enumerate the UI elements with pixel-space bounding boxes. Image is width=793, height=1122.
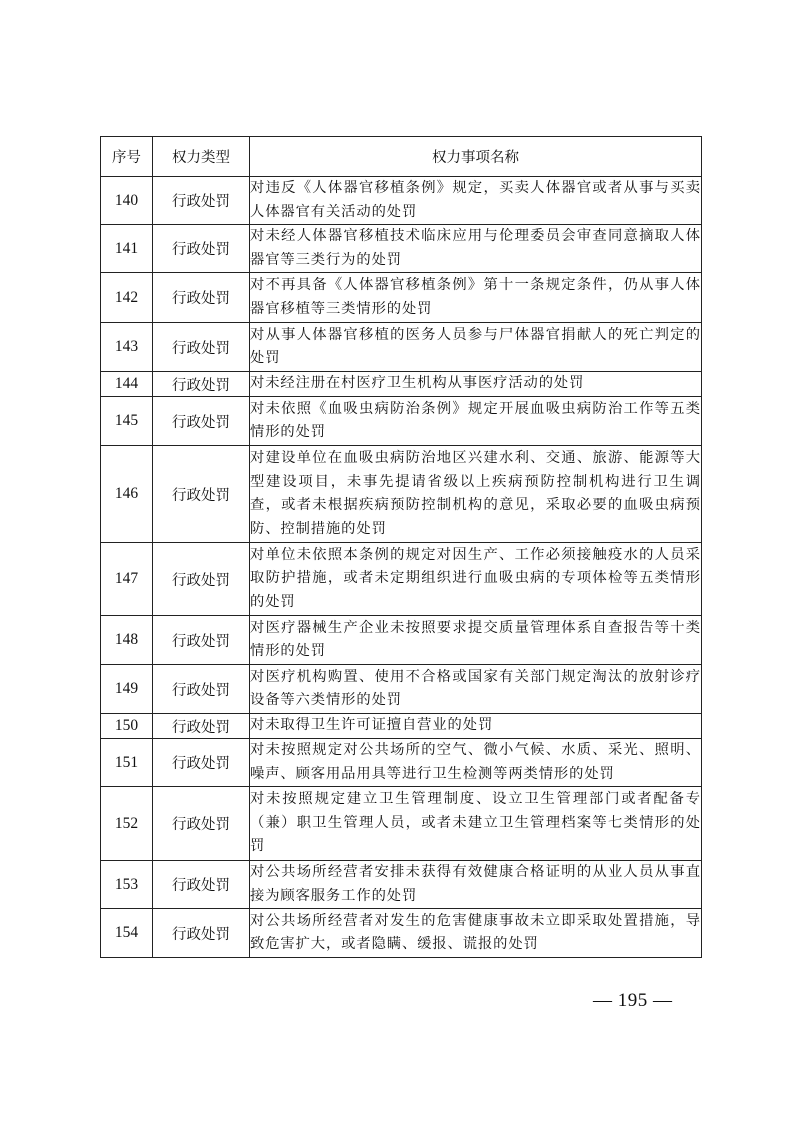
table-row (101, 909, 702, 958)
row-type: 行政处罚 (153, 177, 250, 225)
row-name: 对未依照《血吸虫病防治条例》规定开展血吸虫病防治工作等五类情形的处罚 (250, 397, 702, 446)
row-type: 行政处罚 (153, 446, 250, 543)
page-number: — 195 — (593, 990, 673, 1011)
table-row (101, 616, 702, 665)
row-type: 行政处罚 (153, 665, 250, 714)
row-name: 对未取得卫生许可证擅自营业的处罚 (250, 714, 702, 739)
row-type: 行政处罚 (153, 909, 250, 958)
row-index: 149 (101, 665, 153, 714)
row-type: 行政处罚 (153, 273, 250, 323)
row-type: 行政处罚 (153, 323, 250, 372)
table-row (101, 787, 702, 861)
row-index: 145 (101, 397, 153, 446)
row-type: 行政处罚 (153, 739, 250, 787)
header-name: 权力事项名称 (250, 137, 702, 177)
row-index: 143 (101, 323, 153, 372)
table-row (101, 665, 702, 714)
row-type: 行政处罚 (153, 372, 250, 397)
row-name: 对不再具备《人体器官移植条例》第十一条规定条件，仍从事人体器官移植等三类情形的处罚 (250, 273, 702, 323)
row-name: 对从事人体器官移植的医务人员参与尸体器官捐献人的死亡判定的处罚 (250, 323, 702, 372)
power-items-table (100, 136, 702, 958)
row-index: 142 (101, 273, 153, 323)
row-name: 对医疗器械生产企业未按照要求提交质量管理体系自查报告等十类情形的处罚 (250, 616, 702, 665)
table-row (101, 225, 702, 273)
row-index: 150 (101, 714, 153, 739)
row-name: 对建设单位在血吸虫病防治地区兴建水利、交通、旅游、能源等大型建设项目，未事先提请省级以上疾病预防控制机构进行卫生调查，或者未根据疾病预防控制机构的意见，采取必要的血吸虫病预防、控制措施的处罚 (250, 446, 702, 543)
row-name: 对公共场所经营者对发生的危害健康事故未立即采取处置措施，导致危害扩大，或者隐瞒、缓报、谎报的处罚 (250, 909, 702, 958)
row-type: 行政处罚 (153, 714, 250, 739)
table-row (101, 177, 702, 225)
row-index: 154 (101, 909, 153, 958)
row-index: 151 (101, 739, 153, 787)
row-index: 144 (101, 372, 153, 397)
table-row (101, 273, 702, 323)
row-name: 对未按照规定对公共场所的空气、微小气候、水质、采光、照明、噪声、顾客用品用具等进行卫生检测等两类情形的处罚 (250, 739, 702, 787)
row-type: 行政处罚 (153, 861, 250, 909)
row-name: 对单位未依照本条例的规定对因生产、工作必须接触疫水的人员采取防护措施，或者未定期组织进行血吸虫病的专项体检等五类情形的处罚 (250, 543, 702, 616)
row-name: 对违反《人体器官移植条例》规定，买卖人体器官或者从事与买卖人体器官有关活动的处罚 (250, 177, 702, 225)
row-index: 146 (101, 446, 153, 543)
header-index: 序号 (101, 137, 153, 177)
table-row (101, 397, 702, 446)
row-index: 147 (101, 543, 153, 616)
row-type: 行政处罚 (153, 397, 250, 446)
header-type: 权力类型 (153, 137, 250, 177)
table-row (101, 543, 702, 616)
row-name: 对未经注册在村医疗卫生机构从事医疗活动的处罚 (250, 372, 702, 397)
row-type: 行政处罚 (153, 616, 250, 665)
row-index: 153 (101, 861, 153, 909)
table-row (101, 739, 702, 787)
row-name: 对未按照规定建立卫生管理制度、设立卫生管理部门或者配备专（兼）职卫生管理人员，或者未建立卫生管理档案等七类情形的处罚 (250, 787, 702, 861)
table-row (101, 714, 702, 739)
row-name: 对医疗机构购置、使用不合格或国家有关部门规定淘汰的放射诊疗设备等六类情形的处罚 (250, 665, 702, 714)
row-name: 对公共场所经营者安排未获得有效健康合格证明的从业人员从事直接为顾客服务工作的处罚 (250, 861, 702, 909)
row-index: 140 (101, 177, 153, 225)
row-index: 141 (101, 225, 153, 273)
row-index: 152 (101, 787, 153, 861)
row-index: 148 (101, 616, 153, 665)
table-row (101, 372, 702, 397)
row-type: 行政处罚 (153, 225, 250, 273)
row-type: 行政处罚 (153, 543, 250, 616)
table-row (101, 446, 702, 543)
table-row (101, 861, 702, 909)
row-type: 行政处罚 (153, 787, 250, 861)
table-header-row (101, 137, 702, 177)
row-name: 对未经人体器官移植技术临床应用与伦理委员会审查同意摘取人体器官等三类行为的处罚 (250, 225, 702, 273)
table-row (101, 323, 702, 372)
